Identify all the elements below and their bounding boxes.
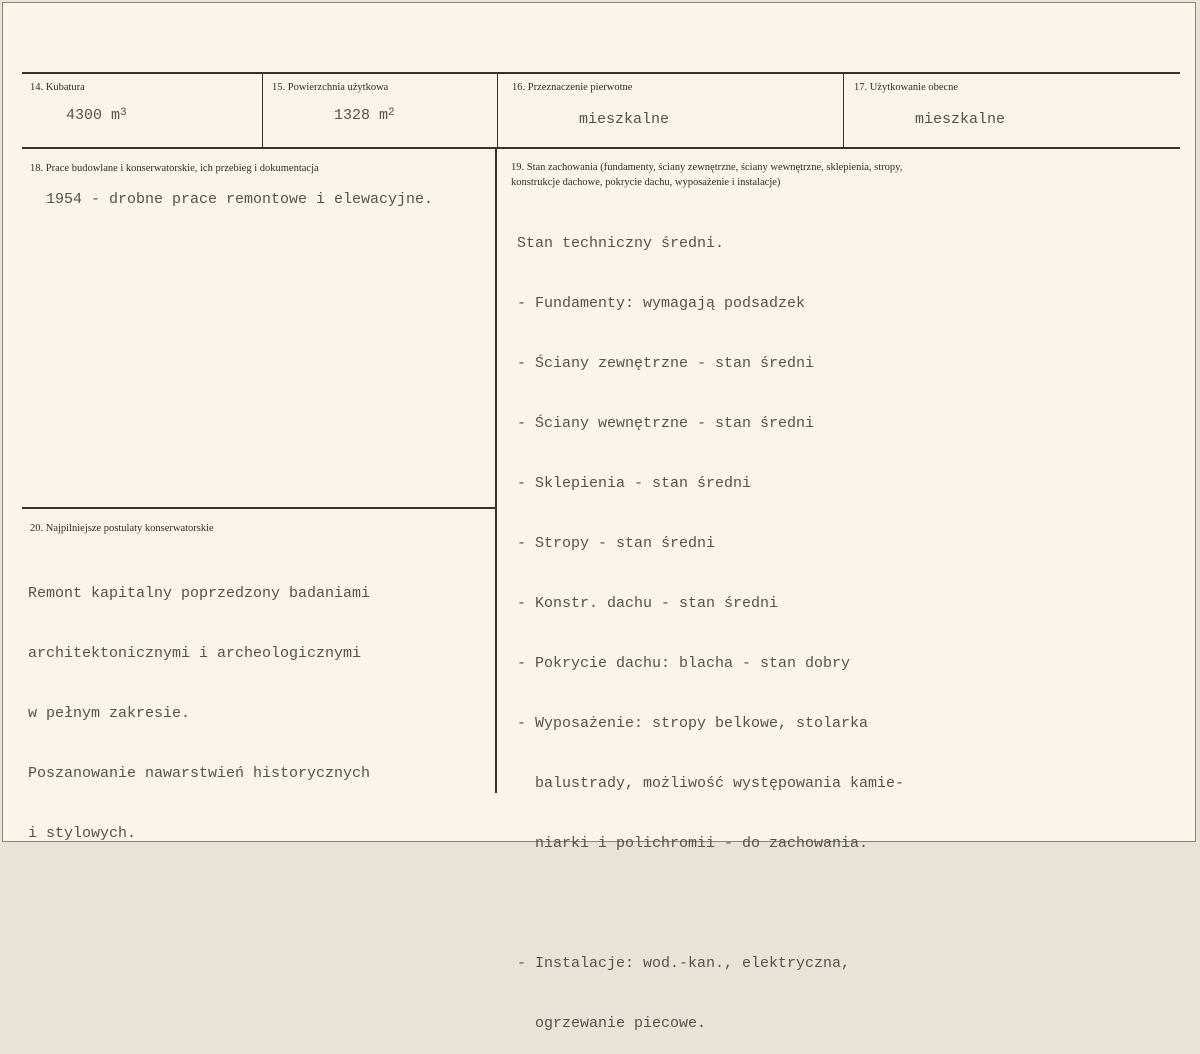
powierzchnia-exponent: 2 xyxy=(388,107,395,119)
stan-line: balustrady, możliwość występowania kamie- xyxy=(517,775,905,792)
uzytkowanie-label: 17. Użytkowanie obecne xyxy=(854,82,959,93)
divider-16-17 xyxy=(843,73,844,148)
divider-14-15 xyxy=(262,73,263,148)
stan-line: - Wyposażenie: stropy belkowe, stolarka xyxy=(517,715,869,732)
kubatura-label: 14. Kubatura xyxy=(30,82,85,93)
postulaty-line: w pełnym zakresie. xyxy=(28,705,191,722)
stan-line xyxy=(517,894,904,914)
postulaty-line: Poszanowanie nawarstwień historycznych xyxy=(28,765,371,782)
stan-line: - Instalacje: wod.-kan., elektryczna, xyxy=(517,955,851,972)
powierzchnia-value xyxy=(334,106,395,127)
stan-label-line2: konstrukcje dachowe, pokrycie dachu, wyposażenie i instalacje) xyxy=(511,177,781,188)
postulaty-line: Remont kapitalny poprzedzony badaniami xyxy=(28,585,371,602)
stan-line: niarki i polichromii - do zachowania. xyxy=(517,835,869,852)
stan-line: - Fundamenty: wymagają podsadzek xyxy=(517,295,806,312)
stan-label-line1: 19. Stan zachowania (fundamenty, ściany zewnętrzne, ściany wewnętrzne, sklepienia, stropy, xyxy=(511,162,903,173)
stan-line: - Sklepienia - stan średni xyxy=(517,475,752,492)
stan-text xyxy=(517,194,904,1054)
header-bottom-rule xyxy=(22,147,1180,149)
stan-line: Stan techniczny średni. xyxy=(517,235,725,252)
stan-line: - Stropy - stan średni xyxy=(517,535,716,552)
stan-line: - Konstr. dachu - stan średni xyxy=(517,595,779,612)
postulaty-text xyxy=(28,544,370,864)
stan-line: - Ściany zewnętrzne - stan średni xyxy=(517,355,815,372)
stan-line: ogrzewanie piecowe. xyxy=(517,1015,707,1032)
section-18-20-rule xyxy=(22,507,495,509)
postulaty-label: 20. Najpilniejsze postulaty konserwatorskie xyxy=(30,523,214,534)
top-rule xyxy=(22,72,1180,74)
powierzchnia-label: 15. Powierzchnia użytkowa xyxy=(272,82,389,93)
postulaty-line: architektonicznymi i archeologicznymi xyxy=(28,645,362,662)
przeznaczenie-label: 16. Przeznaczenie pierwotne xyxy=(512,82,633,93)
przeznaczenie-value: mieszkalne xyxy=(579,111,670,128)
powierzchnia-number: 1328 m xyxy=(334,107,389,124)
stan-line: - Pokrycie dachu: blacha - stan dobry xyxy=(517,655,851,672)
uzytkowanie-value: mieszkalne xyxy=(915,111,1006,128)
stan-line: - Ściany wewnętrzne - stan średni xyxy=(517,415,815,432)
prace-value: 1954 - drobne prace remontowe i elewacyjne. xyxy=(46,191,434,208)
postulaty-line: i stylowych. xyxy=(28,825,137,842)
kubatura-number: 4300 m xyxy=(66,107,121,124)
divider-15-16 xyxy=(497,73,498,148)
prace-label: 18. Prace budowlane i konserwatorskie, ich przebieg i dokumentacja xyxy=(30,163,319,174)
kubatura-value xyxy=(66,106,127,127)
kubatura-exponent: 3 xyxy=(120,107,127,119)
vertical-main-divider xyxy=(495,148,497,793)
